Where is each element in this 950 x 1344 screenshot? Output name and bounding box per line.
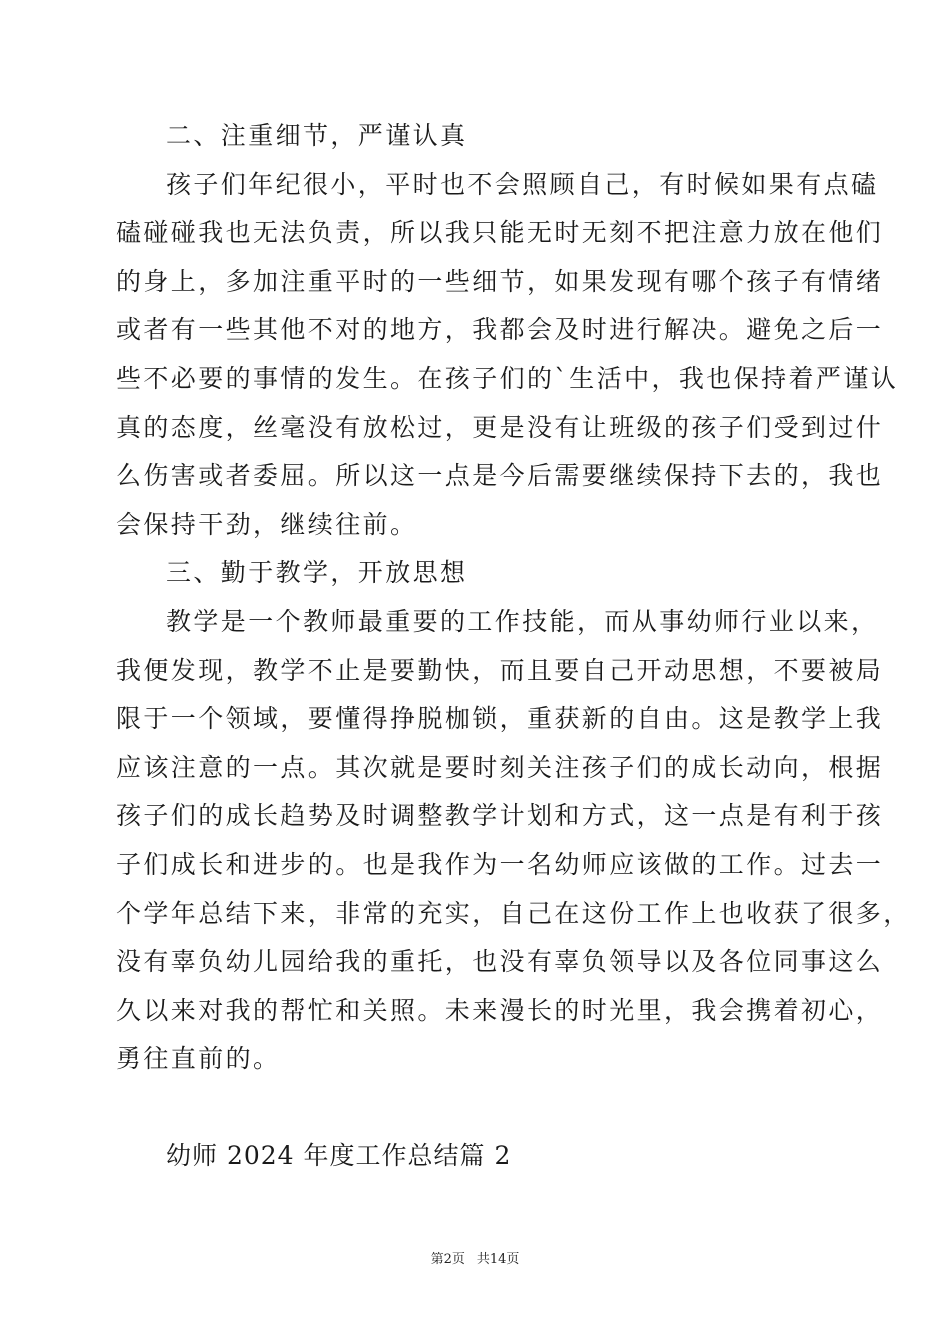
paragraph-line: 的身上，多加注重平时的一些细节，如果发现有哪个孩子有情绪 (116, 266, 884, 296)
paragraph-line: 勇往直前的。 (116, 1044, 281, 1074)
paragraph-line: 没有辜负幼儿园给我的重托，也没有辜负领导以及各位同事这么 (116, 947, 884, 977)
paragraph-line: 或者有一些其他不对的地方，我都会及时进行解决。避免之后一 (116, 315, 884, 345)
paragraph-line: 应该注意的一点。其次就是要时刻关注孩子们的成长动向，根据 (116, 752, 884, 782)
page-footer (0, 1248, 950, 1267)
paragraph-line: 教学是一个教师最重要的工作技能，而从事幼师行业以来， (166, 606, 879, 636)
section-heading-2: 二、注重细节，严谨认真 (166, 121, 468, 150)
section-heading-3: 三、勤于教学，开放思想 (166, 558, 468, 588)
document-body (116, 112, 911, 1181)
page-number: 第2页 (430, 1252, 465, 1267)
paragraph-line: 我便发现，教学不止是要勤快，而且要自己开动思想，不要被局 (116, 655, 884, 685)
paragraph-line: 真的态度，丝毫没有放松过，更是没有让班级的孩子们受到过什 (116, 412, 884, 442)
paragraph-line: 磕碰碰我也无法负责，所以我只能无时无刻不把注意力放在他们 (116, 218, 884, 248)
paragraph-line: 么伤害或者委屈。所以这一点是今后需要继续保持下去的，我也 (116, 461, 884, 491)
paragraph-line: 限于一个领域，要懂得挣脱枷锁，重获新的自由。这是教学上我 (116, 704, 884, 734)
paragraph-line: 孩子们的成长趋势及时调整教学计划和方式，这一点是有利于孩 (116, 801, 884, 831)
page-total: 共14页 (476, 1252, 520, 1267)
paragraph-line: 孩子们年纪很小，平时也不会照顾自己，有时候如果有点磕 (166, 169, 879, 199)
article-title: 幼师 2024 年度工作总结篇 2 (166, 1141, 512, 1171)
paragraph-line: 个学年总结下来，非常的充实，自己在这份工作上也收获了很多， (116, 898, 911, 928)
paragraph-line: 会保持干劲，继续往前。 (116, 509, 418, 539)
paragraph-line: 些不必要的事情的发生。在孩子们的`生活中，我也保持着严谨认 (116, 363, 899, 393)
paragraph-line: 子们成长和进步的。也是我作为一名幼师应该做的工作。过去一 (116, 849, 884, 879)
blank-line (116, 1084, 840, 1133)
paragraph-line: 久以来对我的帮忙和关照。未来漫长的时光里，我会携着初心， (116, 995, 884, 1025)
